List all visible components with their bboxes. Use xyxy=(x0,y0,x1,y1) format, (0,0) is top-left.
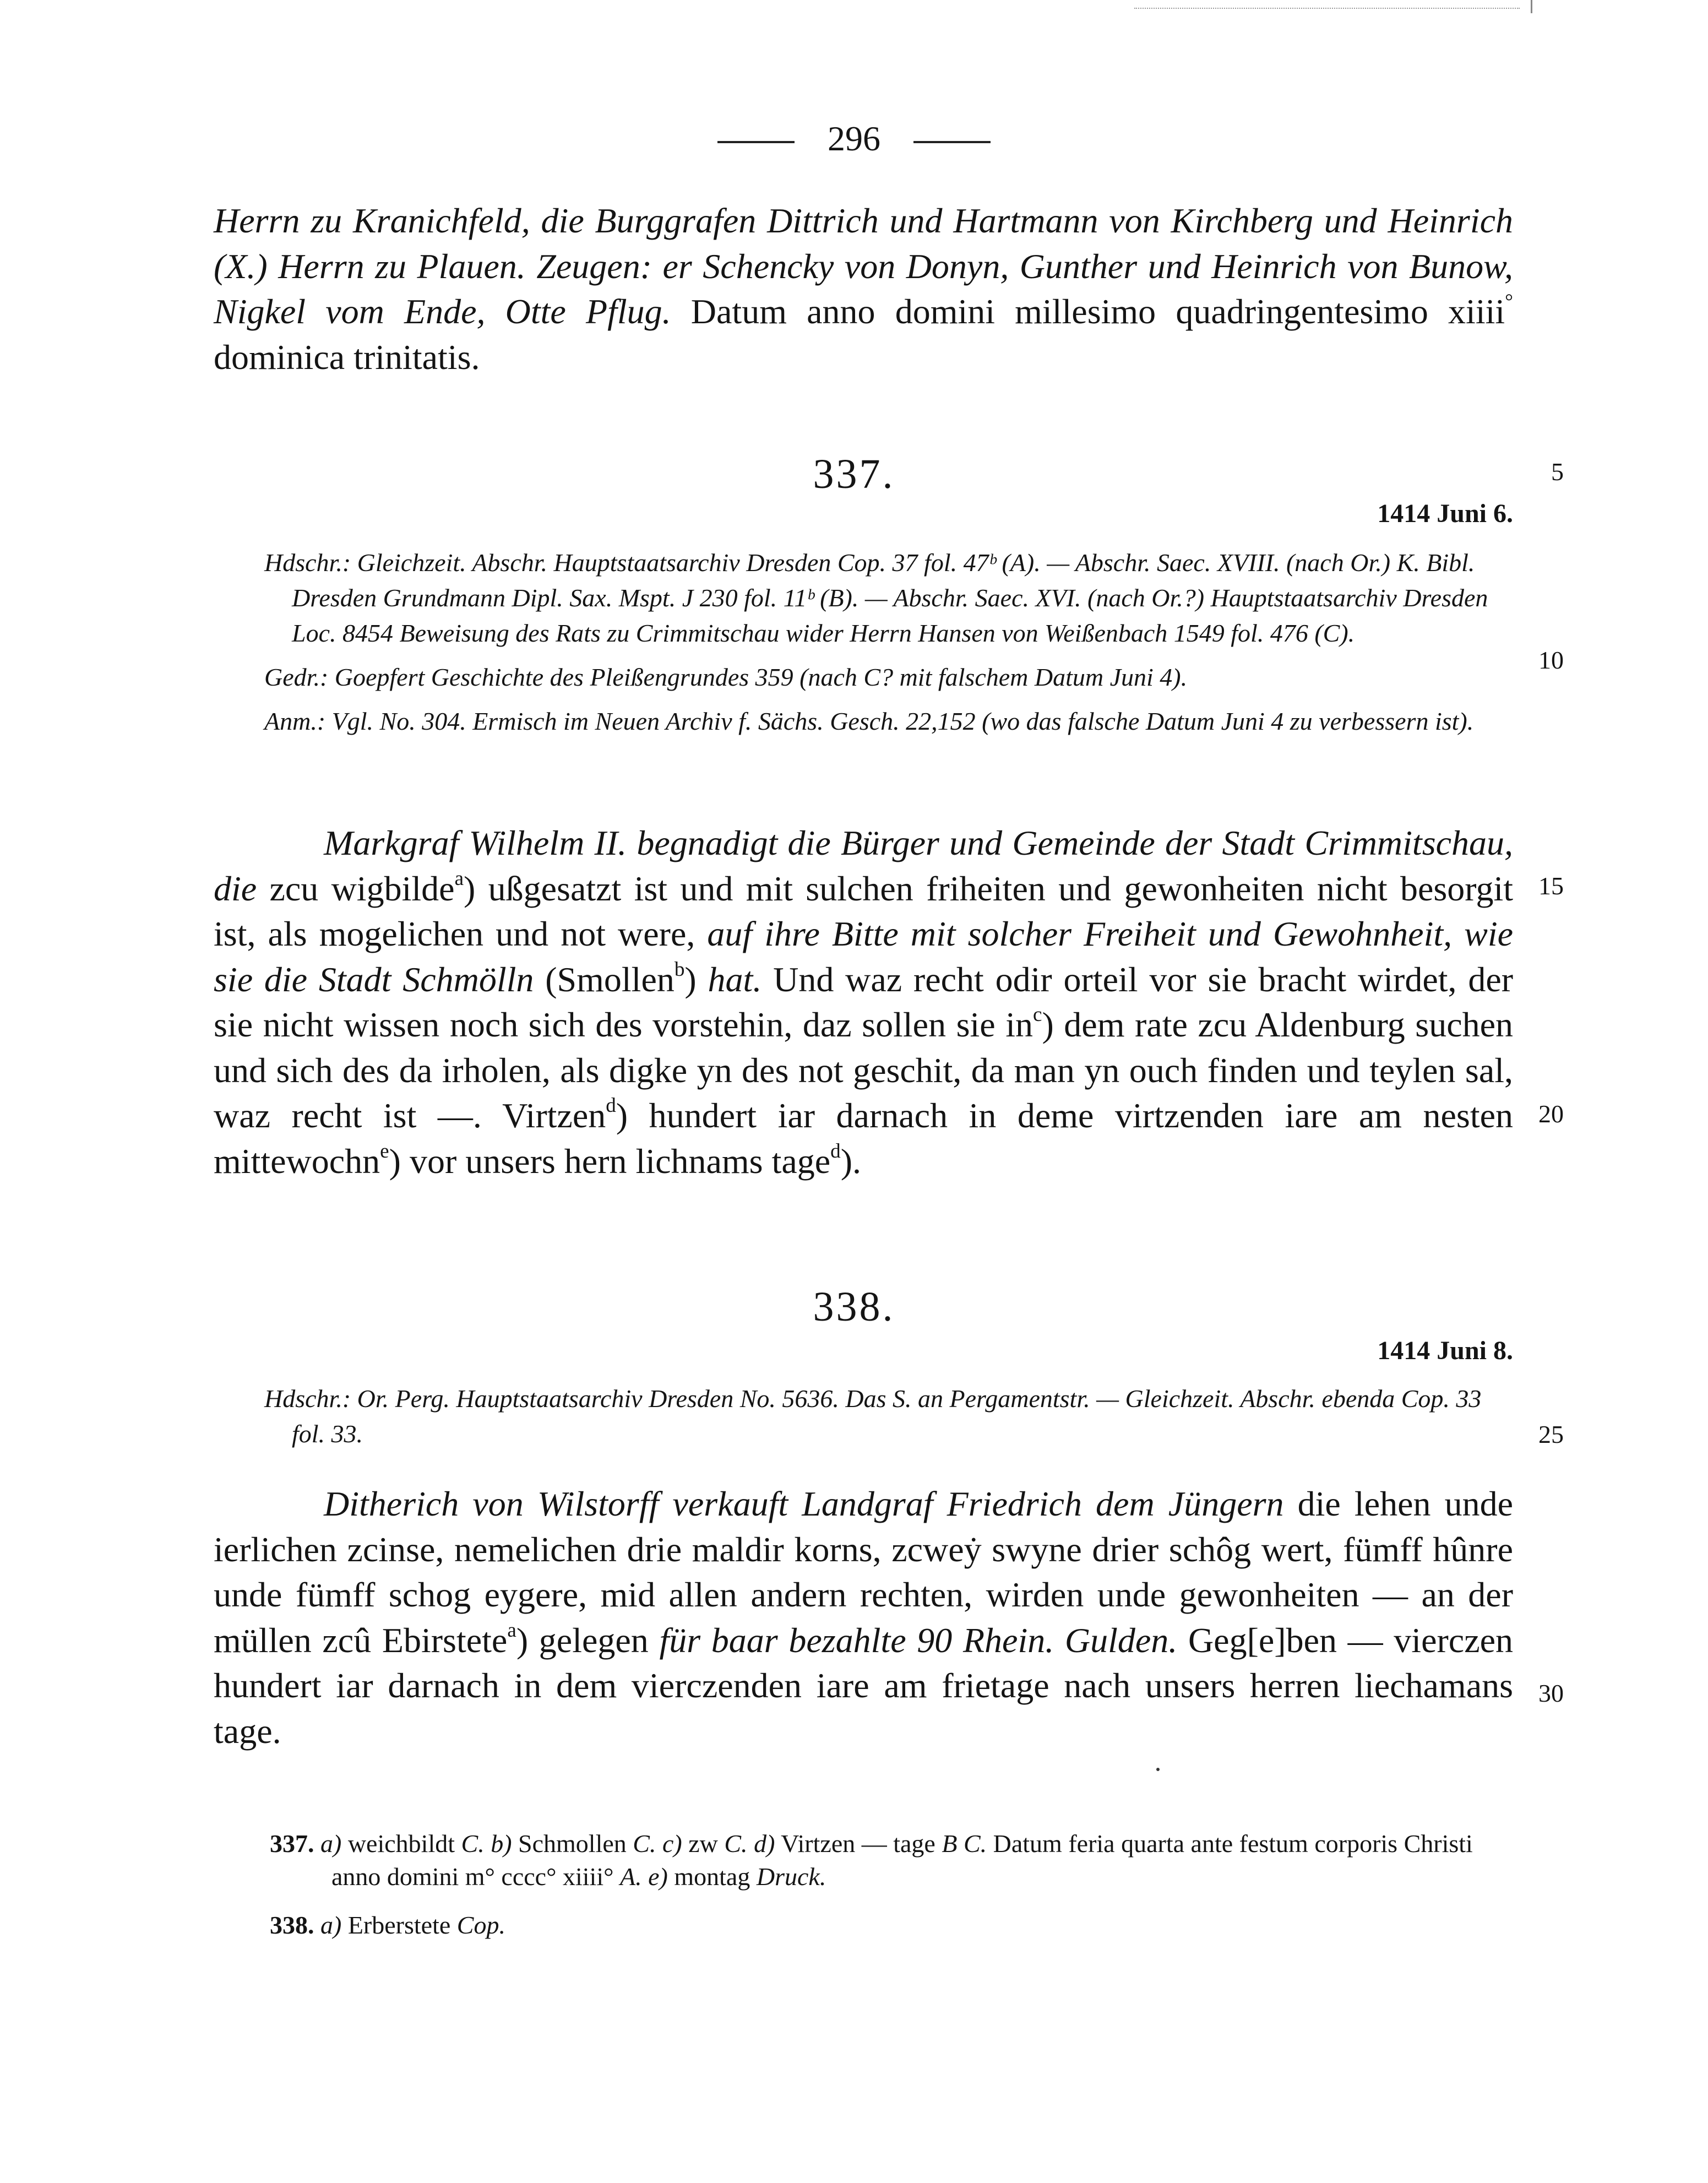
doc-337-seg: ) xyxy=(684,959,697,999)
intro-degree: ° xyxy=(1505,290,1514,313)
fn-label: e) xyxy=(648,1862,668,1891)
fn-label: b) xyxy=(491,1829,512,1858)
fn-text: weichbildt xyxy=(347,1829,455,1858)
doc-337-number: 337. xyxy=(813,451,895,497)
doc-338-text xyxy=(214,1481,1513,1754)
intro-end: dominica trinitatis. xyxy=(214,337,480,377)
footnote-ref-d: d xyxy=(606,1094,616,1117)
scan-artifact-tick xyxy=(1531,0,1532,13)
fn-text: Virtzen — tage xyxy=(781,1829,935,1858)
fn-label: a) xyxy=(320,1911,342,1939)
doc-338-hdschr: Hdschr.: Or. Perg. Hauptstaatsarchiv Dresden No. 5636. Das S. an Pergamentstr. — Gleichzeit. Abschr. ebenda Cop. 33 fol. 33. xyxy=(264,1384,1482,1448)
doc-338-number: 338. xyxy=(813,1284,895,1330)
header-rule-right xyxy=(913,141,991,143)
page-header xyxy=(0,118,1708,159)
doc-338-seg: die lehen unde ierlichen zcinse, nemelichen drie maldir korns, zcweẏ swyne drier schôg wert, fümff hûnre unde fümff schog eygere, mid allen andern rechten, wirden unde gewonheiten — an der müllen zcû Ebirstete xyxy=(214,1484,1514,1660)
fn-text: montag xyxy=(674,1862,750,1891)
fn-text: Erberstete xyxy=(347,1911,451,1939)
doc-337-hdschr: Hdschr.: Gleichzeit. Abschr. Hauptstaatsarchiv Dresden Cop. 37 fol. 47ᵇ (A). — Abschr. Saec. XVIII. (nach Or.) K. Bibl. Dresden Grundmann Dipl. Sax. Mspt. J 230 fol. 11ᵇ (B). — Abschr. Saec. XVI. (nach Or.?) Hauptstaatsarchiv Dresden Loc. 8454 Beweisung des Rats zu Crimmitschau wider Herrn Hansen von Weißenbach 1549 fol. 476 (C). xyxy=(264,549,1488,647)
doc-337-text xyxy=(214,821,1513,1184)
doc-338-seg: ) gelegen xyxy=(516,1620,649,1660)
fn-label: c) xyxy=(662,1829,682,1858)
header-rule-left xyxy=(717,141,795,143)
doc-337-seg: ) hundert iar darnach in deme virtzenden iare am nesten mittewochn xyxy=(214,1096,1514,1181)
footnote-338 xyxy=(270,1909,1513,1942)
footnote-ref-e: e xyxy=(380,1139,389,1163)
doc-338-sources xyxy=(264,1381,1513,1460)
footnote-ref-d-end: d xyxy=(830,1139,841,1163)
footnote-ref-c: c xyxy=(1032,1003,1042,1027)
footnote-337 xyxy=(270,1827,1513,1893)
fn-src: Druck. xyxy=(756,1862,826,1891)
doc-337-seg: ). xyxy=(840,1141,862,1181)
fn-src: C. xyxy=(633,1829,656,1858)
doc-337-seg: ) vor unsers hern lichnams tage xyxy=(389,1141,831,1181)
fn-label: d) xyxy=(754,1829,775,1858)
footnote-ref-338-a: a xyxy=(507,1619,516,1642)
footnotes xyxy=(270,1827,1513,1957)
doc-338-regest-2: für baar bezahlte 90 Rhein. Gulden. xyxy=(659,1620,1178,1660)
fn-src: Cop. xyxy=(456,1911,505,1939)
fn-label: a) xyxy=(320,1829,342,1858)
doc-337-seg: Und waz recht odir orteil vor sie bracht wirdet, der sie nicht wissen noch sich des vorstehin, daz sollen sie in xyxy=(214,959,1514,1044)
doc-337-sources xyxy=(264,545,1513,748)
doc-337-seg: (Smollen xyxy=(545,959,675,999)
footnote-337-number: 337. xyxy=(270,1829,314,1858)
fn-text: zw xyxy=(688,1829,718,1858)
page-number: 296 xyxy=(828,119,880,158)
doc-337-anm: Anm.: Vgl. No. 304. Ermisch im Neuen Archiv f. Sächs. Gesch. 22,152 (wo das falsche Datum Juni 4 zu verbessern ist). xyxy=(264,707,1474,735)
fn-text: Schmollen xyxy=(518,1829,627,1858)
doc-337-date: 1414 Juni 6. xyxy=(1377,499,1513,528)
footnote-ref-b: b xyxy=(674,958,685,981)
fn-text: Datum feria quarta ante festum corporis Christi anno domini m° cccc° xiiii° xyxy=(331,1829,1473,1891)
line-number-20: 20 xyxy=(1538,1100,1564,1128)
line-number-30: 30 xyxy=(1538,1679,1564,1707)
line-number-10: 10 xyxy=(1538,646,1564,674)
fn-src: C. xyxy=(461,1829,485,1858)
doc-337-seg: zcu wigbilde xyxy=(269,868,455,908)
ink-speck xyxy=(1156,1768,1160,1771)
intro-datum: Datum anno domini millesimo quadringentesimo xiiii xyxy=(690,292,1505,331)
doc-338-seg: Geg[e]ben — vierczen hundert iar darnach in dem vierczenden iare am frietage nach unsers herren liechamans tage. xyxy=(214,1620,1514,1751)
doc-337-regest: Markgraf Wilhelm II. begnadigt die Bürger und Gemeinde der Stadt Crimmitschau, die xyxy=(214,823,1513,908)
doc-338-regest: Ditherich von Wilstorff verkauft Landgraf Friedrich dem Jüngern xyxy=(324,1484,1284,1523)
fn-src: A. xyxy=(620,1862,642,1891)
doc-337-gedr: Gedr.: Goepfert Geschichte des Pleißengrundes 359 (nach C? mit falschem Datum Juni 4). xyxy=(264,663,1188,691)
line-number-5: 5 xyxy=(1551,458,1564,486)
doc-337-regest-2: auf ihre Bitte mit solcher Freiheit und Gewohnheit, wie sie die Stadt Schmölln xyxy=(214,914,1514,999)
doc-337-regest-3: hat. xyxy=(708,959,762,999)
line-number-25: 25 xyxy=(1538,1420,1564,1448)
doc-337-seg: ) ußgesatzt ist und mit sulchen friheiten und gewonheiten nicht besorgit ist, als mogelichen und not were, xyxy=(214,868,1514,953)
intro-paragraph xyxy=(214,198,1513,380)
doc-337-seg: ) dem rate zcu Aldenburg suchen und sich des da irholen, als digke yn des not geschit, da man yn ouch finden und teylen sal, waz recht ist —. Virtzen xyxy=(214,1005,1514,1135)
footnote-ref-a: a xyxy=(454,867,464,890)
scan-artifact-line xyxy=(1134,8,1520,9)
fn-src: C. xyxy=(724,1829,748,1858)
footnote-338-number: 338. xyxy=(270,1911,314,1939)
intro-italic: Herrn zu Kranichfeld, die Burggrafen Dittrich und Hartmann von Kirchberg und Heinrich (X.) Herrn zu Plauen. Zeugen: er Schenckу von Donyn, Gunther und Heinrich von Bunow, Nigkel vom Ende, Otte Pflug. xyxy=(214,201,1513,331)
fn-src: B C. xyxy=(942,1829,987,1858)
doc-338-date: 1414 Juni 8. xyxy=(1377,1336,1513,1365)
line-number-15: 15 xyxy=(1538,872,1564,900)
